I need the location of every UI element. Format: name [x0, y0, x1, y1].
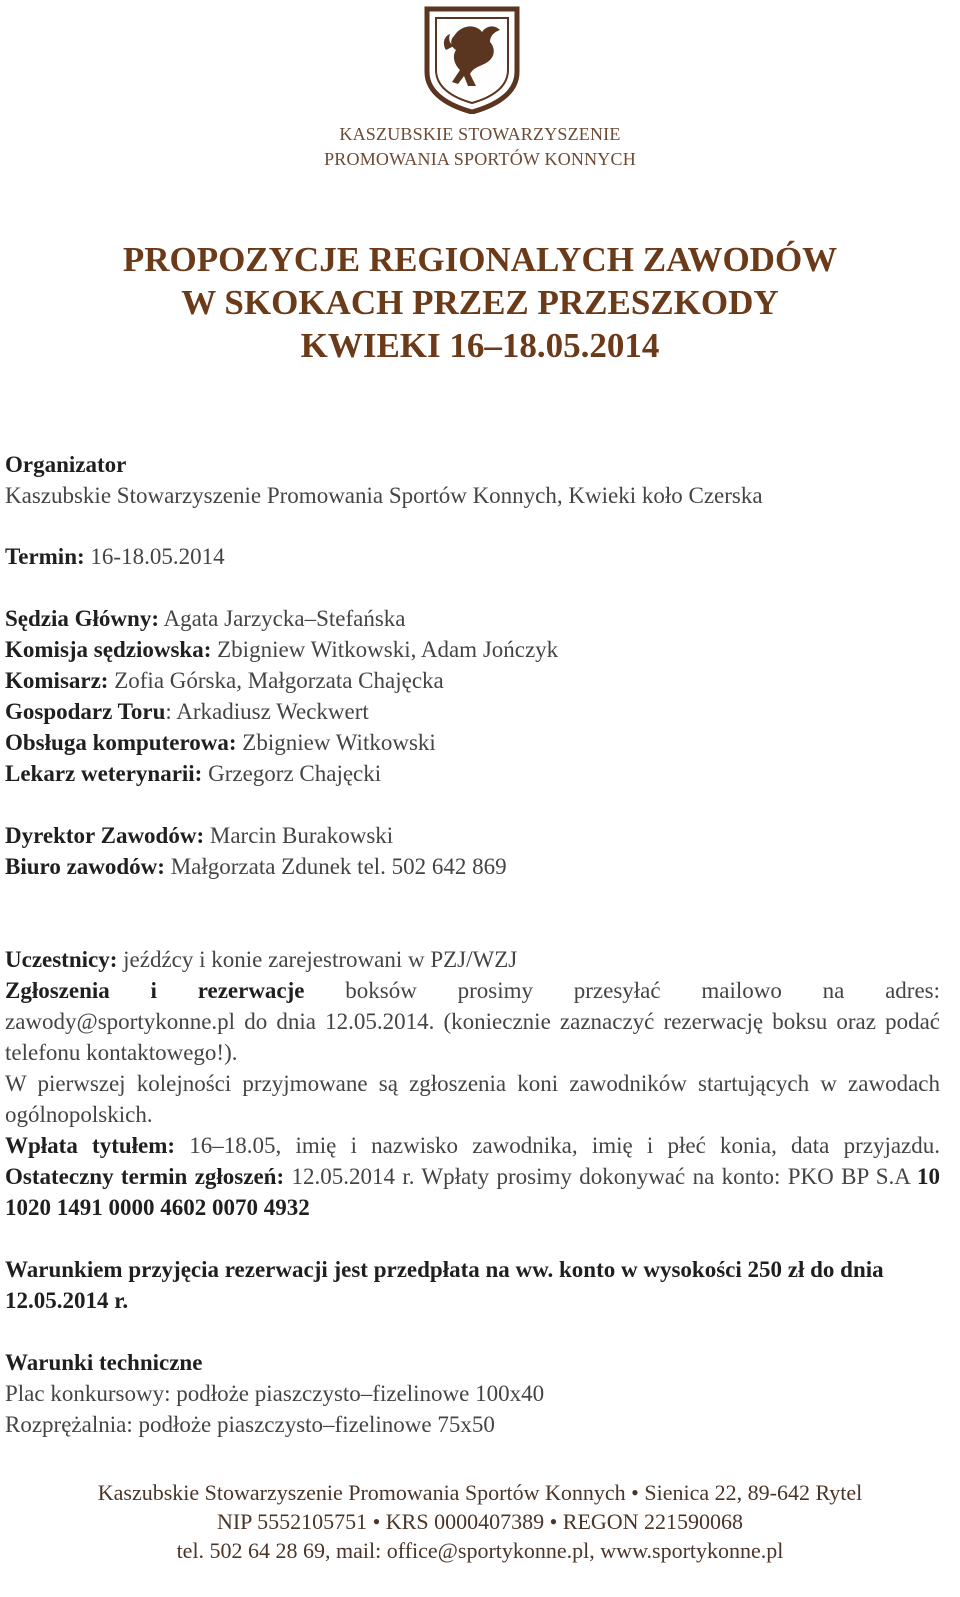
payment-paragraph [5, 1130, 940, 1223]
footer-address: Kaszubskie Stowarzyszenie Promowania Sportów Konnych • Sienica 22, 89-642 Rytel [97, 1480, 863, 1505]
deadline-value: 12.05.2014 r. Wpłaty prosimy dokonywać na konto: PKO BP S.A [284, 1164, 917, 1189]
participants-label: Uczestnicy: [5, 947, 118, 972]
official-label: Komisja sędziowska: [5, 637, 212, 662]
official-label: Gospodarz Toru [5, 699, 166, 724]
management-row [5, 851, 940, 882]
official-row [5, 758, 940, 789]
official-value: : Arkadiusz Weckwert [165, 699, 369, 724]
official-value: Zbigniew Witkowski [236, 730, 436, 755]
title-line2: W SKOKACH PRZEZ PRZESZKODY [181, 283, 779, 322]
official-label: Sędzia Główny: [5, 606, 159, 631]
footer-contact: tel. 502 64 28 69, mail: office@sportykonne.pl, www.sportykonne.pl [176, 1538, 784, 1563]
applications-line [5, 975, 940, 1006]
official-row [5, 634, 940, 665]
official-value: Zbigniew Witkowski, Adam Jończyk [211, 637, 559, 662]
title-line1: PROPOZYCJE REGIONALYCH ZAWODÓW [122, 240, 838, 279]
griffin-shield-icon [424, 6, 520, 114]
official-value: Zofia Górska, Małgorzata Chajęcka [108, 668, 444, 693]
payment-value: 16–18.05, imię i nazwisko zawodnika, imię i płeć konia, data przyjazdu. [175, 1133, 940, 1158]
reservation-note [5, 1254, 940, 1316]
organizer-value: Kaszubskie Stowarzyszenie Promowania Sportów Konnych, Kwieki koło Czerska [5, 483, 763, 508]
org-name-line1: KASZUBSKIE STOWARZYSZENIE [339, 124, 621, 144]
official-row [5, 727, 940, 758]
participants-line [5, 944, 940, 975]
applications-text: zawody@sportykonne.pl do dnia 12.05.2014. (koniecznie zaznaczyć rezerwację boksu oraz podać telefonu kontaktowego!). [5, 1009, 940, 1065]
technical-arena: Plac konkursowy: podłoże piaszczysto–fizelinowe 100x40 [5, 1381, 545, 1406]
official-label: Lekarz weterynarii: [5, 761, 203, 786]
official-row [5, 665, 940, 696]
participants-value: jeźdźcy i konie zarejestrowani w PZJ/WZJ [117, 947, 518, 972]
organizer-section [5, 449, 940, 480]
management-value: Marcin Burakowski [204, 823, 394, 848]
account-number: 10 1020 1491 0000 4602 0070 4932 [5, 1164, 940, 1220]
page-title [0, 238, 960, 367]
technical-section [5, 1347, 940, 1378]
payment-label: Wpłata tytułem: [5, 1133, 176, 1158]
official-label: Obsługa komputerowa: [5, 730, 237, 755]
applications-label: Zgłoszenia i rezerwacje [5, 978, 305, 1003]
document-body [5, 449, 940, 1440]
official-value: Agata Jarzycka–Stefańska [158, 606, 406, 631]
organizer-label: Organizator [5, 452, 127, 477]
term-label: Termin: [5, 544, 85, 569]
management-label: Dyrektor Zawodów: [5, 823, 205, 848]
reservation-note-text: Warunkiem przyjęcia rezerwacji jest przedpłata na ww. konto w wysokości 250 zł do dnia 12.05.2014 r. [5, 1257, 884, 1313]
official-value: Grzegorz Chajęcki [202, 761, 382, 786]
management-value: Małgorzata Zdunek tel. 502 642 869 [164, 854, 507, 879]
term-value: 16-18.05.2014 [84, 544, 225, 569]
management-label: Biuro zawodów: [5, 854, 165, 879]
technical-warmup: Rozprężalnia: podłoże piaszczysto–fizelinowe 75x50 [5, 1412, 495, 1437]
technical-label: Warunki techniczne [5, 1350, 203, 1375]
term-line [5, 541, 940, 572]
official-row [5, 603, 940, 634]
management-row [5, 820, 940, 851]
official-row [5, 696, 940, 727]
title-line3: KWIEKI 16–18.05.2014 [300, 326, 660, 365]
footer-registry: NIP 5552105751 • KRS 0000407389 • REGON 221590068 [216, 1509, 744, 1534]
deadline-label: Ostateczny termin zgłoszeń: [5, 1164, 285, 1189]
priority-text: W pierwszej kolejności przyjmowane są zgłoszenia koni zawodników startujących w zawodach ogólnopolskich. [5, 1071, 940, 1127]
org-name-line2: PROMOWANIA SPORTÓW KONNYCH [324, 149, 636, 169]
footer [0, 1478, 960, 1565]
official-label: Komisarz: [5, 668, 109, 693]
applications-value: boksów prosimy przesyłać mailowo na adres: [304, 978, 940, 1003]
